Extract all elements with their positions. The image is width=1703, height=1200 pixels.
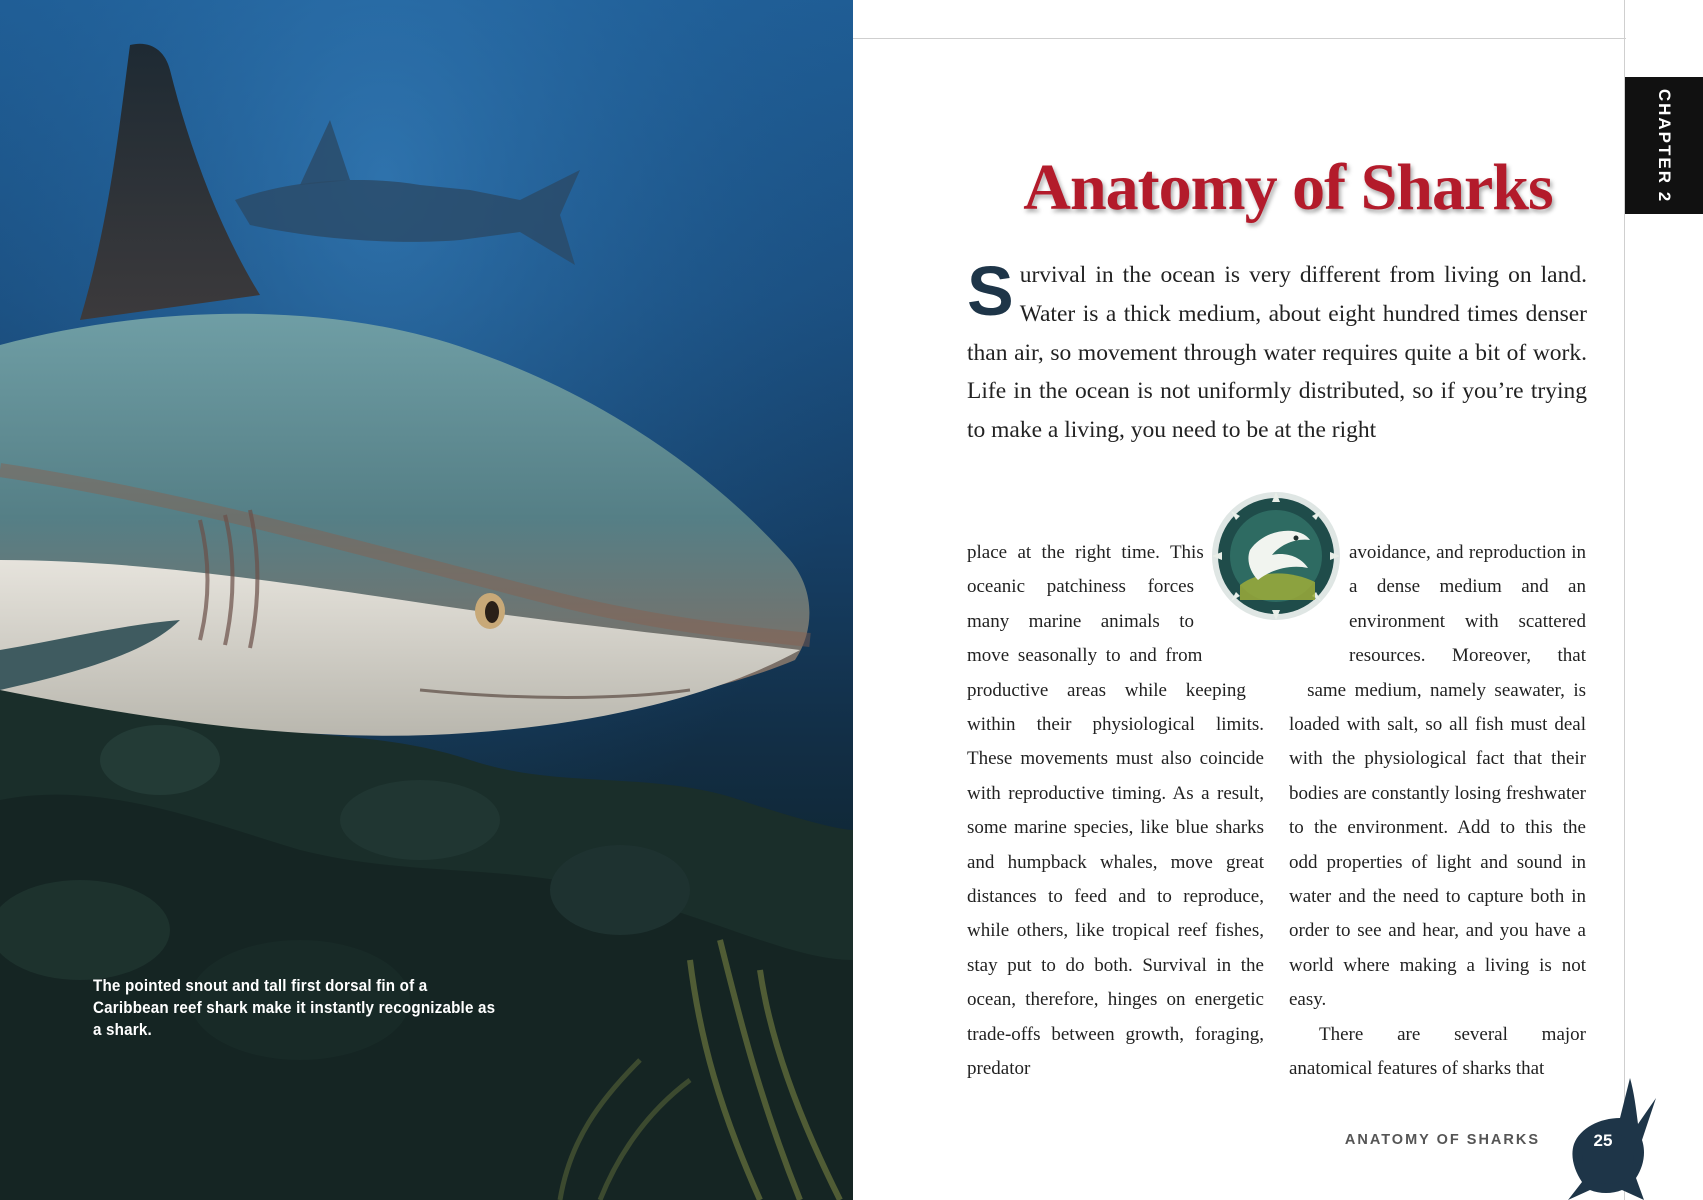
- intro-text: urvival in the ocean is very different from living on land. Water is a thick medium, about eight hundred times denser than air, so movement through water requires quite a bit of work. Life in the ocean is not uniformly distributed, so if you’re trying to make a living, you need to be at the right: [967, 262, 1587, 444]
- photo-caption: The pointed snout and tall first dorsal fin of a Caribbean reef shark make it instantly recognizable as a shark.: [93, 977, 496, 1039]
- chapter-title: Anatomy of Sharks: [1023, 151, 1553, 224]
- body-column-right: [1289, 536, 1586, 1087]
- body-column-left: [967, 536, 1264, 1087]
- emblem-wrap-space: [1289, 536, 1349, 676]
- drop-cap: S: [967, 252, 1014, 330]
- intro-paragraph: [967, 252, 1587, 450]
- body-text-right-p2: There are several major anatomical features of sharks that: [1289, 1023, 1586, 1080]
- chapter-tab-label: CHAPTER 2: [1655, 88, 1674, 203]
- body-text-left: place at the right time. This oceanic patchiness forces many marine animals to move seasonally to and from productive areas while keeping within their physiological limits. These movements must also coincide with reproductive timing. As a result, some marine species, like blue sharks and humpback whales, move great distances to feed and to reproduce, while others, like tropical reef fishes, stay put to do both. Survival in the ocean, therefore, hinges on energetic trade-offs between growth, foraging, predator: [967, 542, 1264, 1080]
- running-head: ANATOMY OF SHARKS: [1344, 1132, 1540, 1148]
- body-text-right-p1: avoidance, and reproduction in a dense medium and an environment with scattered resources. Moreover, that same medium, namely seawater, is loaded with salt, so all fish must deal with the physiological fact that their bodies are constantly losing freshwater to the environment. Add to this the odd properties of light and sound in water and the need to capture both in order to see and hear, and you have a world where making a living is not easy.: [1289, 542, 1586, 1011]
- top-rule: [853, 38, 1626, 39]
- page-number: 25: [1593, 1131, 1613, 1150]
- chapter-tab: [1625, 77, 1703, 214]
